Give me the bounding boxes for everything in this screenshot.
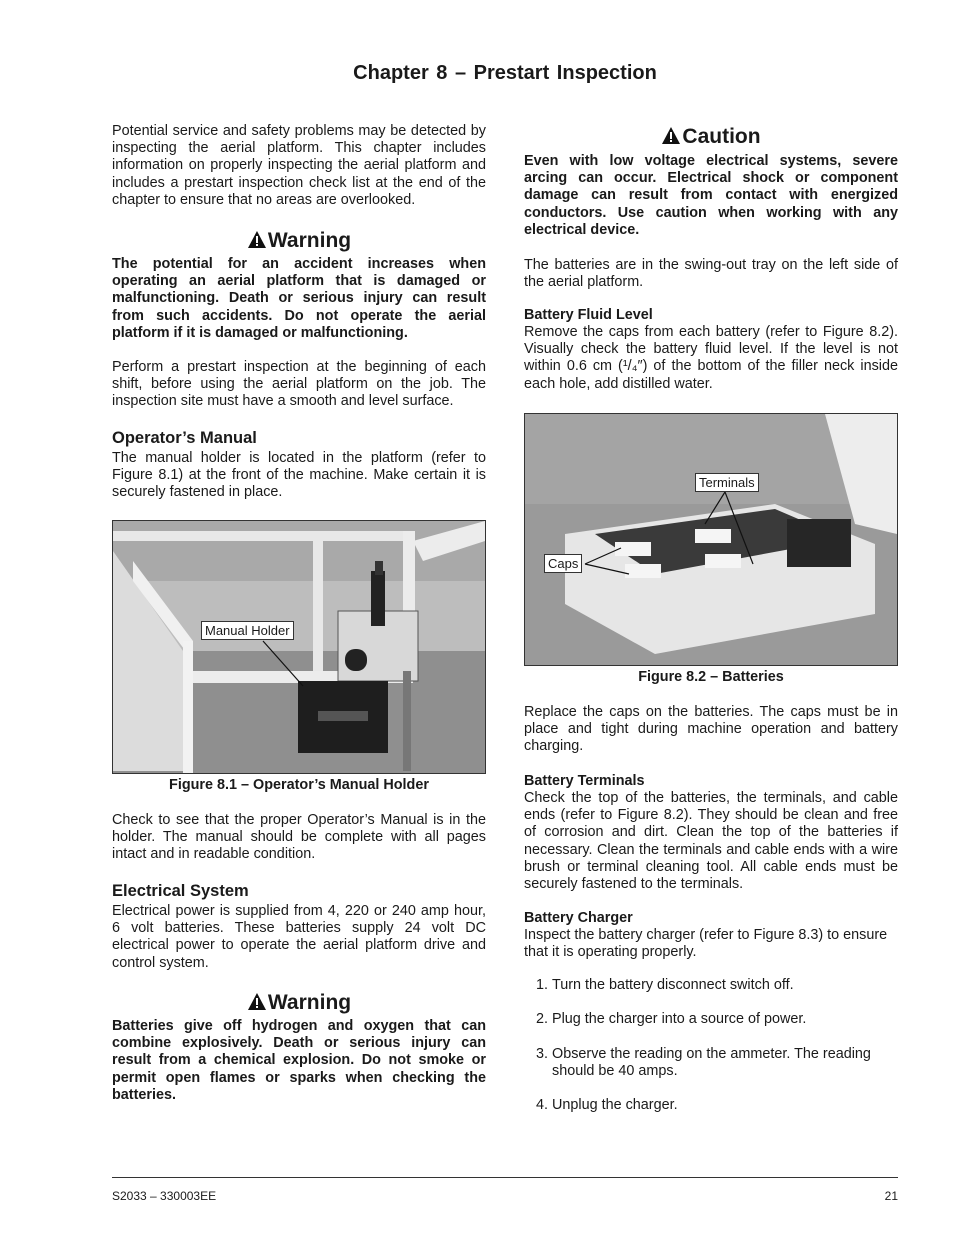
callout-terminals: Terminals [695,473,759,492]
caution-text: Even with low voltage electrical systems, severe arcing can occur. Electrical shock or component damage can result from contact with energized conductors. Use caution when working with any electrical device. [524,153,898,238]
battery-charger-heading: Battery Charger [524,910,633,926]
battery-terminals-heading: Battery Terminals [524,773,645,789]
figure-1-caption: Figure 8.1 – Operator’s Manual Holder [169,777,429,793]
warning-text-2: Batteries give off hydrogen and oxygen that can combine explosively. Death or serious injury can result from a chemical explosion. Do not smoke or permit open flames or sparks when checking the batteries. [112,1018,486,1103]
list-item: 1. Turn the battery disconnect switch off. [552,977,898,994]
figure-2-caption: Figure 8.2 – Batteries [638,669,784,685]
operators-manual-heading: Operator’s Manual [112,429,257,447]
warning-triangle-icon [247,230,267,249]
page-title: Chapter 8 – Prestart Inspection [353,62,657,84]
battery-terminals-text: Check the top of the batteries, the terminals, and cable ends (refer to Figure 8.2). They should be clean and free of corrosion and dirt. Clean the top of the batteries if necessary. Clean the terminals and cable ends with a wire brush or terminal cleaning tool. All cable ends must be securely fastened to the terminals. [524,790,898,893]
footer-divider [112,1177,898,1178]
figure-batteries [524,413,898,666]
list-item: 4. Unplug the charger. [552,1097,898,1114]
caution-heading [524,125,898,149]
warning-heading-2 [112,991,486,1015]
prestart-paragraph: Perform a prestart inspection at the beginning of each shift, before using the aerial platform on the job. The inspection site must have a smooth and level surface. [112,359,486,410]
caution-heading-label: Caution [682,125,761,148]
warning-triangle-icon [247,992,267,1011]
intro-paragraph: Potential service and safety problems may be detected by inspecting the aerial platform. This chapter includes information on properly inspecting the aerial platform and includes a prestart inspection check list at the end of the chapter to ensure that no areas are overlooked. [112,123,486,208]
batteries-photo [525,414,897,665]
warning-heading-label: Warning [267,991,352,1014]
figure-manual-holder [112,520,486,774]
battery-fluid-heading: Battery Fluid Level [524,307,653,323]
charger-steps-list [524,977,898,1132]
battery-charger-text: Inspect the battery charger (refer to Figure 8.3) to ensure that it is operating properly. [524,927,888,961]
callout-manual-holder: Manual Holder [201,621,294,640]
electrical-system-text: Electrical power is supplied from 4, 220 or 240 amp hour, 6 volt batteries. These batteries supply 24 volt DC electrical power to operate the aerial platform drive and control system. [112,903,486,971]
callout-caps: Caps [544,554,582,573]
warning-text-1: The potential for an accident increases when operating an aerial platform that is damaged or malfunctioning. Death or serious injury can result from such accidents. Do not operate the aerial platform if it is damaged or malfunctioning. [112,256,486,341]
operators-manual-text: The manual holder is located in the platform (refer to Figure 8.1) at the front of the machine. Make certain it is securely fastened in place. [112,450,486,501]
footer-page-number: 21 [884,1189,898,1203]
caution-triangle-icon [661,126,681,145]
warning-heading-1 [112,229,486,253]
batteries-paragraph: The batteries are in the swing-out tray on the left side of the aerial platform. [524,257,898,291]
warning-heading-label: Warning [267,229,352,252]
manual-holder-photo [113,521,485,773]
list-item: 3. Observe the reading on the ammeter. The reading should be 40 amps. [552,1046,898,1080]
battery-fluid-text: Remove the caps from each battery (refer to Figure 8.2). Visually check the battery fluid level. If the level is not within 0.6 cm (¹/₄″) of the bottom of the filler neck inside each hole, add distilled water. [524,324,898,392]
footer-doc-number: S2033 – 330003EE [112,1189,217,1203]
check-manual-paragraph: Check to see that the proper Operator’s Manual is in the holder. The manual should be complete with all pages intact and in readable condition. [112,812,486,863]
list-item: 2. Plug the charger into a source of power. [552,1011,898,1028]
electrical-system-heading: Electrical System [112,882,249,900]
replace-caps-paragraph: Replace the caps on the batteries. The caps must be in place and tight during machine operation and battery charging. [524,704,898,755]
